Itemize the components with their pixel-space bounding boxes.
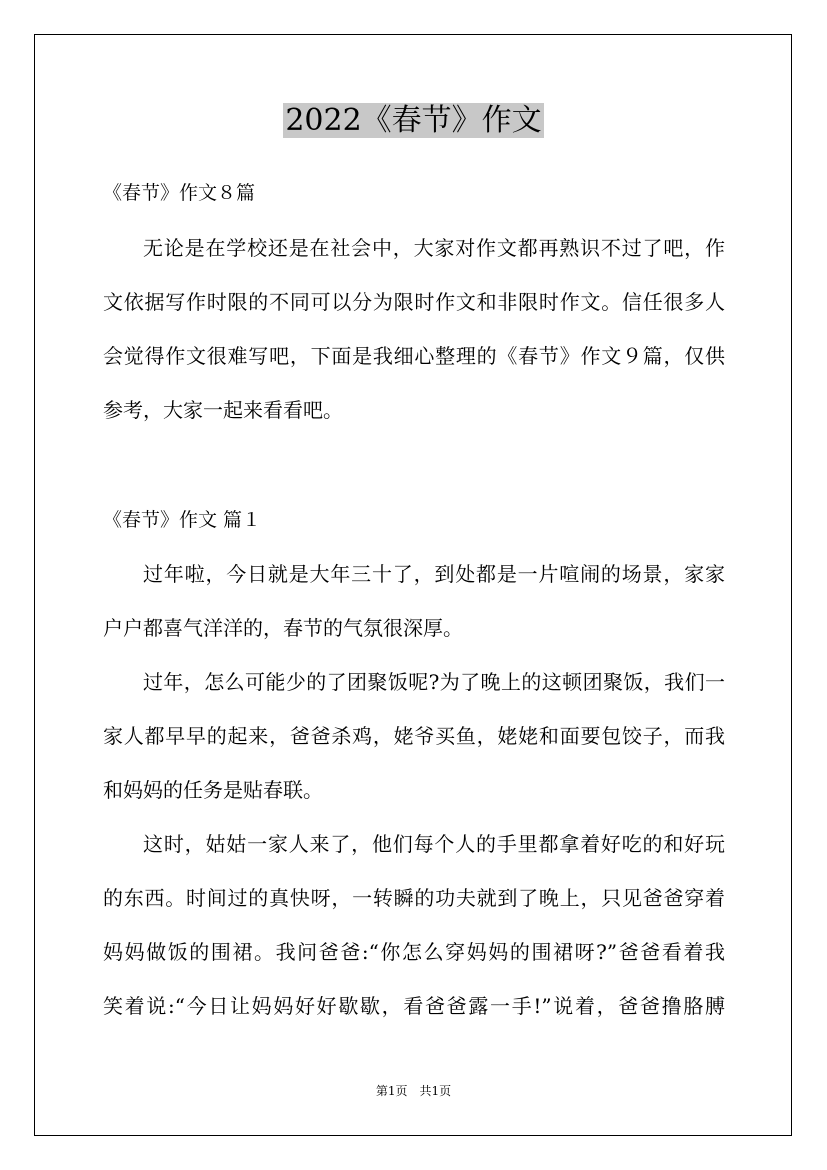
intro-line: 参考，大家一起来看看吧。 bbox=[103, 398, 343, 422]
intro-line: 文依据写作时限的不同可以分为限时作文和非限时作文。信任很多人 bbox=[103, 290, 725, 314]
body-line: 家人都早早的起来，爸爸杀鸡，姥爷买鱼，姥姥和面要包饺子，而我 bbox=[103, 724, 725, 748]
page-number-footer: 第1页 共1页 bbox=[375, 1084, 452, 1098]
intro-line: 会觉得作文很难写吧，下面是我细心整理的《春节》作文９篇，仅供 bbox=[103, 344, 725, 368]
body-line: 过年，怎么可能少的了团聚饭呢?为了晚上的这顿团聚饭，我们一 bbox=[143, 670, 725, 694]
body-line: 过年啦，今日就是大年三十了，到处都是一片喧闹的场景，家家 bbox=[143, 562, 725, 586]
body-line: 笑着说:“今日让妈妈好好歇歇，看爸爸露一手!”说着，爸爸撸胳膊 bbox=[103, 994, 725, 1018]
body-line: 户户都喜气洋洋的，春节的气氛很深厚。 bbox=[103, 616, 463, 640]
body-line: 这时，姑姑一家人来了，他们每个人的手里都拿着好吃的和好玩 bbox=[143, 832, 725, 856]
intro-line: 无论是在学校还是在社会中，大家对作文都再熟识不过了吧，作 bbox=[143, 236, 725, 260]
body-line: 的东西。时间过的真快呀，一转瞬的功夫就到了晚上，只见爸爸穿着 bbox=[103, 886, 725, 910]
body-line: 和妈妈的任务是贴春联。 bbox=[103, 778, 323, 802]
section-heading: 《春节》作文 篇１ bbox=[103, 509, 262, 531]
intro-heading: 《春节》作文８篇 bbox=[103, 182, 256, 204]
body-line: 妈妈做饭的围裙。我问爸爸:“你怎么穿妈妈的围裙呀?”爸爸看着我 bbox=[103, 940, 725, 964]
document-title: 2022《春节》作文 bbox=[285, 103, 542, 138]
